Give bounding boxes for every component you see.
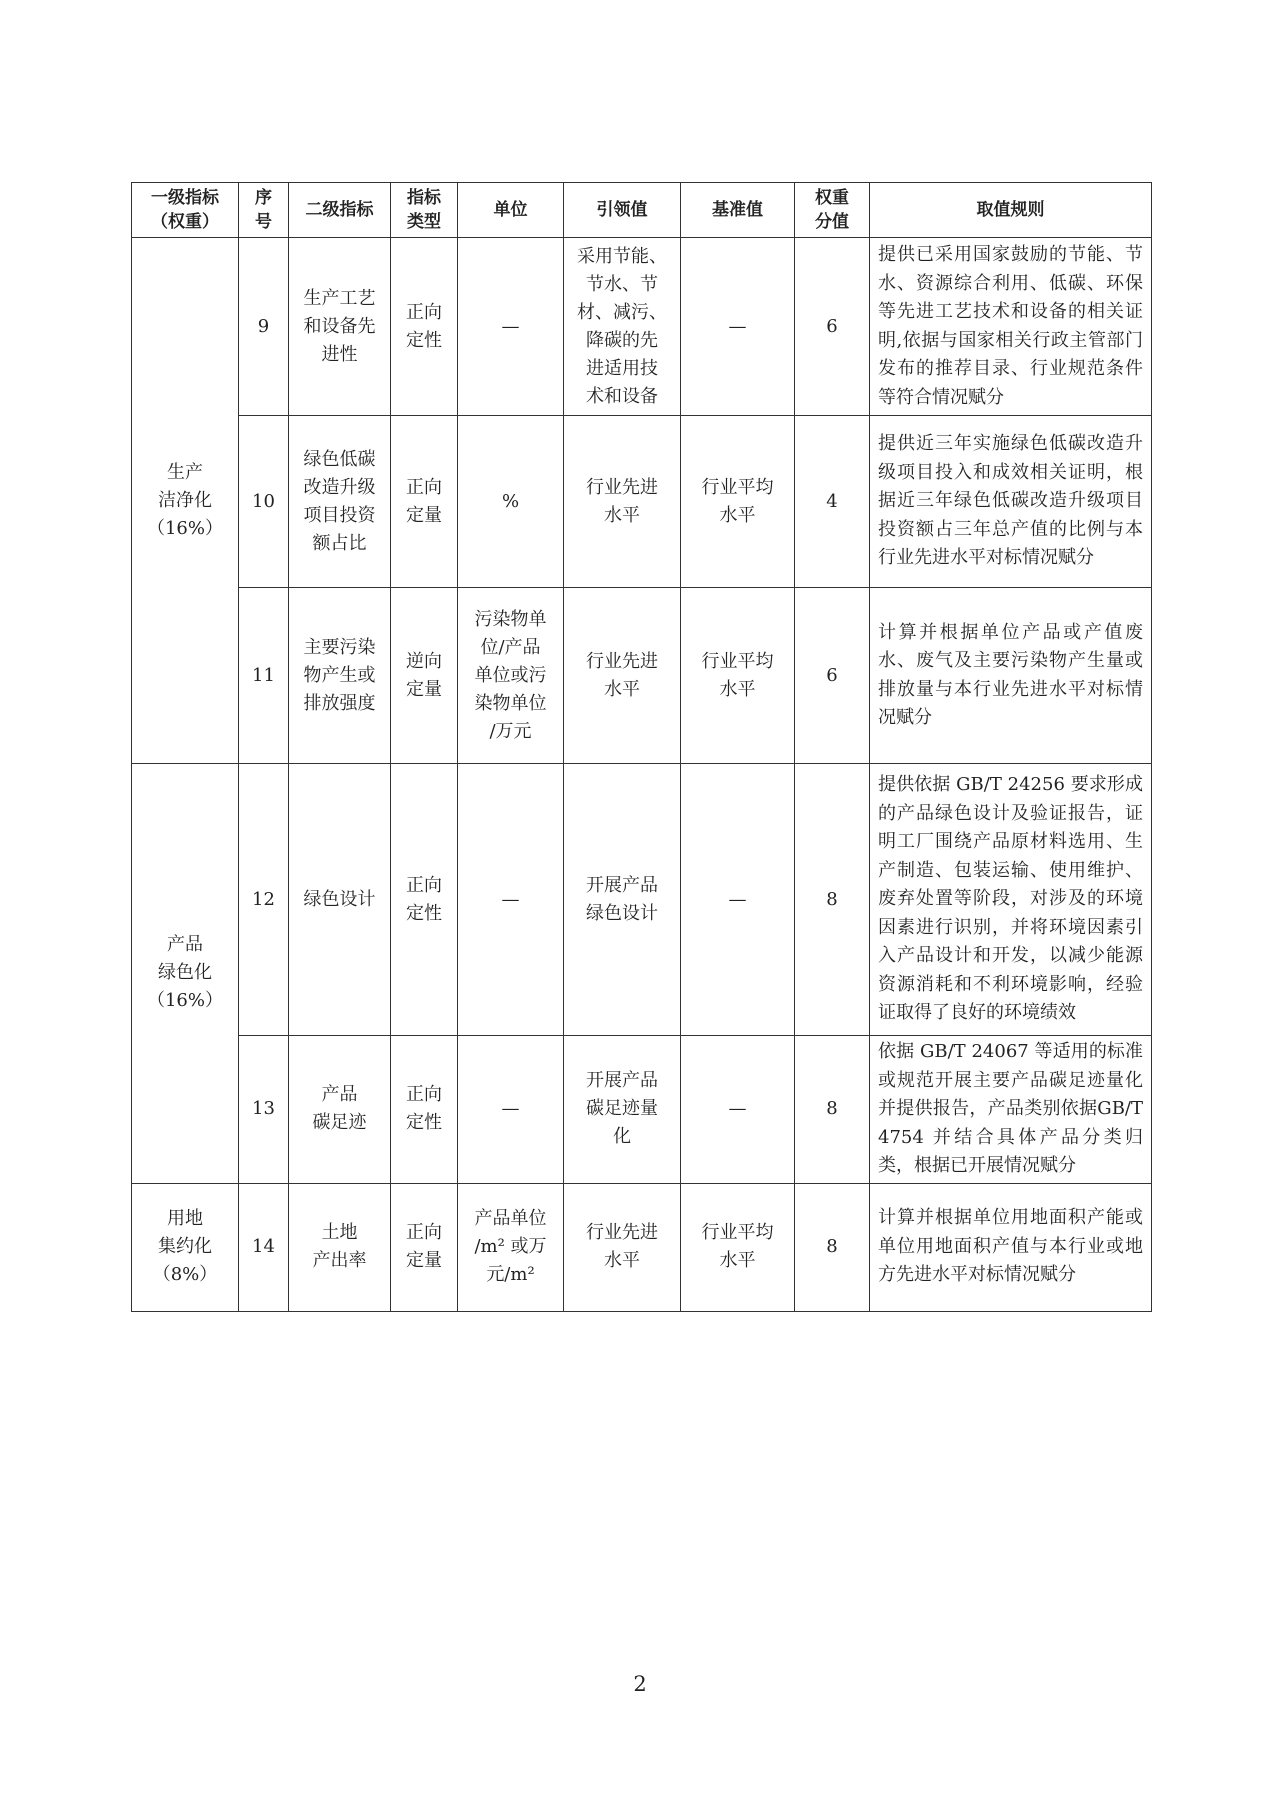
table-row: [132, 1036, 1152, 1184]
scoring-rule-cell: 计算并根据单位用地面积产能或单位用地面积产值与本行业或地方先进水平对标情况赋分: [870, 1183, 1152, 1311]
header-sequence: 序 号: [239, 183, 289, 238]
sequence-cell: 13: [239, 1036, 289, 1184]
sequence-cell: 12: [239, 764, 289, 1036]
sequence-cell: 9: [239, 238, 289, 416]
indicator-type-cell: 正向 定量: [391, 1183, 458, 1311]
scoring-rule-cell: 依据 GB/T 24067 等适用的标准或规范开展主要产品碳足迹量化并提供报告，产品类别依据GB/T 4754 并结合具体产品分类归类，根据已开展情况赋分: [870, 1036, 1152, 1184]
unit-cell: 产品单位 /m² 或万 元/m²: [458, 1183, 564, 1311]
level2-indicator-cell: 土地 产出率: [289, 1183, 391, 1311]
lead-value-cell: 开展产品 碳足迹量 化: [564, 1036, 681, 1184]
lead-value-cell: 开展产品 绿色设计: [564, 764, 681, 1036]
lead-value-cell: 行业先进 水平: [564, 416, 681, 588]
scoring-rule-cell: 计算并根据单位产品或产值废水、废气及主要污染物产生量或排放量与本行业先进水平对标情况赋分: [870, 588, 1152, 764]
base-value-cell: 行业平均 水平: [681, 588, 795, 764]
lead-value-cell: 采用节能、 节水、节 材、减污、 降碳的先 进适用技 术和设备: [564, 238, 681, 416]
base-value-cell: —: [681, 764, 795, 1036]
table-row: [132, 588, 1152, 764]
header-indicator-type: 指标 类型: [391, 183, 458, 238]
header-unit: 单位: [458, 183, 564, 238]
lead-value-cell: 行业先进 水平: [564, 1183, 681, 1311]
unit-cell: —: [458, 764, 564, 1036]
table-row: [132, 764, 1152, 1036]
unit-cell: %: [458, 416, 564, 588]
weight-score-cell: 6: [795, 238, 870, 416]
level2-indicator-cell: 绿色设计: [289, 764, 391, 1036]
weight-score-cell: 8: [795, 764, 870, 1036]
base-value-cell: 行业平均 水平: [681, 416, 795, 588]
base-value-cell: —: [681, 238, 795, 416]
header-row: [132, 183, 1152, 238]
header-weight-score: 权重 分值: [795, 183, 870, 238]
weight-score-cell: 6: [795, 588, 870, 764]
indicator-type-cell: 正向 定量: [391, 416, 458, 588]
level2-indicator-cell: 生产工艺 和设备先 进性: [289, 238, 391, 416]
table-row: [132, 238, 1152, 416]
weight-score-cell: 4: [795, 416, 870, 588]
weight-score-cell: 8: [795, 1183, 870, 1311]
indicator-type-cell: 逆向 定量: [391, 588, 458, 764]
lead-value-cell: 行业先进 水平: [564, 588, 681, 764]
header-lead-value: 引领值: [564, 183, 681, 238]
level2-indicator-cell: 绿色低碳 改造升级 项目投资 额占比: [289, 416, 391, 588]
level2-indicator-cell: 产品 碳足迹: [289, 1036, 391, 1184]
scoring-rule-cell: 提供依据 GB/T 24256 要求形成的产品绿色设计及验证报告，证明工厂围绕产品原材料选用、生产制造、包装运输、使用维护、废弃处置等阶段，对涉及的环境因素进行识别，并将环境因素引入产品设计和开发，以减少能源资源消耗和不利环境影响，经验证取得了良好的环境绩效: [870, 764, 1152, 1036]
base-value-cell: —: [681, 1036, 795, 1184]
indicator-table: [131, 182, 1152, 1312]
level1-indicator-cell: 生产 洁净化 （16%）: [132, 238, 239, 764]
scoring-rule-cell: 提供已采用国家鼓励的节能、节水、资源综合利用、低碳、环保等先进工艺技术和设备的相关证明,依据与国家相关行政主管部门发布的推荐目录、行业规范条件等符合情况赋分: [870, 238, 1152, 416]
header-scoring-rule: 取值规则: [870, 183, 1152, 238]
header-base-value: 基准值: [681, 183, 795, 238]
sequence-cell: 10: [239, 416, 289, 588]
header-level1-indicator: 一级指标 （权重）: [132, 183, 239, 238]
base-value-cell: 行业平均 水平: [681, 1183, 795, 1311]
indicator-type-cell: 正向 定性: [391, 764, 458, 1036]
table-row: [132, 416, 1152, 588]
indicator-type-cell: 正向 定性: [391, 1036, 458, 1184]
level1-indicator-cell: 用地 集约化 （8%）: [132, 1183, 239, 1311]
level2-indicator-cell: 主要污染 物产生或 排放强度: [289, 588, 391, 764]
unit-cell: 污染物单 位/产品 单位或污 染物单位 /万元: [458, 588, 564, 764]
sequence-cell: 11: [239, 588, 289, 764]
header-level2-indicator: 二级指标: [289, 183, 391, 238]
table-row: [132, 1183, 1152, 1311]
indicator-type-cell: 正向 定性: [391, 238, 458, 416]
unit-cell: —: [458, 1036, 564, 1184]
scoring-rule-cell: 提供近三年实施绿色低碳改造升级项目投入和成效相关证明，根据近三年绿色低碳改造升级项目投资额占三年总产值的比例与本行业先进水平对标情况赋分: [870, 416, 1152, 588]
level1-indicator-cell: 产品 绿色化 （16%）: [132, 764, 239, 1184]
sequence-cell: 14: [239, 1183, 289, 1311]
weight-score-cell: 8: [795, 1036, 870, 1184]
page-number: 2: [633, 1672, 647, 1696]
unit-cell: —: [458, 238, 564, 416]
